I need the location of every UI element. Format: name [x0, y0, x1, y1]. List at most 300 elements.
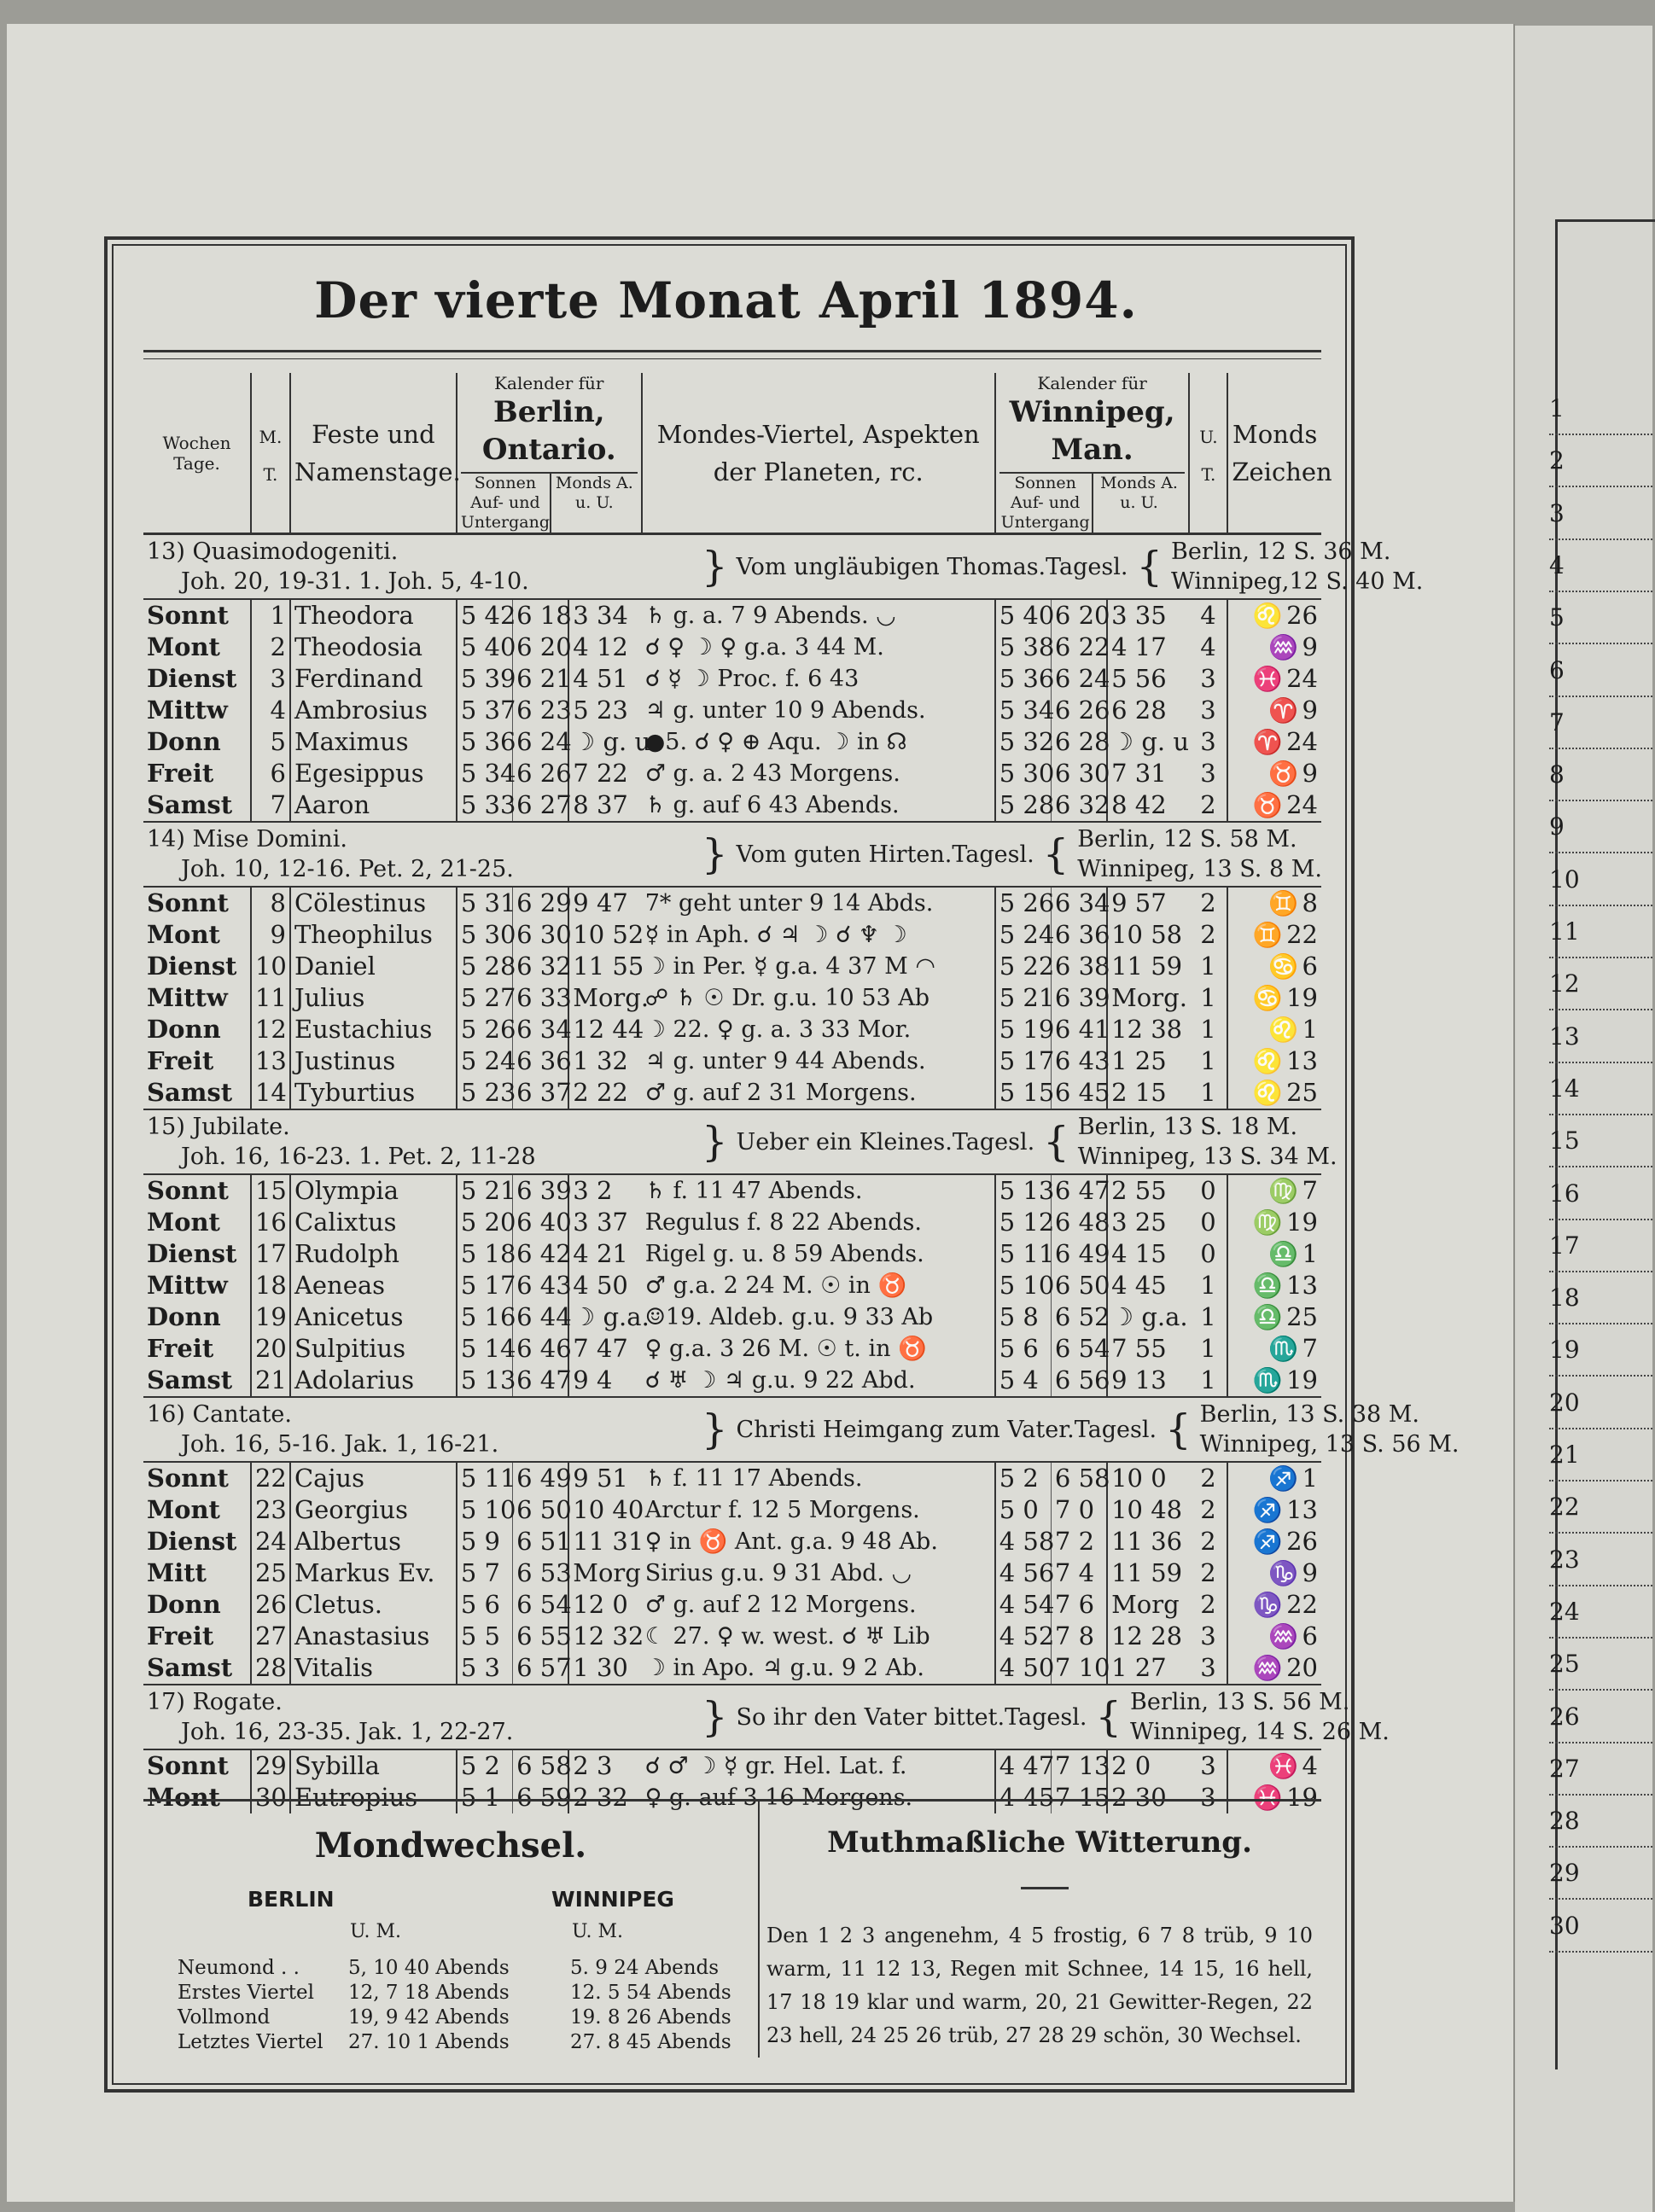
month-day: 2: [251, 632, 290, 663]
aspects: ●5. ☌ ♀ ⊕ Aqu. ☽ in ☊: [642, 726, 995, 758]
side-dotted-line: [1549, 1428, 1652, 1429]
berlin-sunset: 6 24: [513, 726, 569, 758]
moon-sign: ♑ 22: [1252, 1590, 1318, 1619]
side-day-number: 11: [1549, 917, 1580, 946]
berlin-moon: 12 32: [573, 1621, 644, 1650]
winnipeg-sunrise: 5 2: [995, 1462, 1052, 1494]
berlin-sunset: 6 34: [513, 1014, 569, 1045]
winnipeg-sunset: 6 49: [1051, 1238, 1107, 1270]
month-day: 27: [251, 1621, 290, 1652]
berlin-sunrise: 5 10: [457, 1494, 513, 1526]
feast-name: Georgius: [290, 1494, 457, 1526]
weekday: Dienst: [143, 1238, 251, 1270]
tageslaenge-winnipeg: Winnipeg, 13 S. 8 M.: [1077, 856, 1322, 882]
zodiac-sign-icon: ♊: [1268, 889, 1299, 917]
winnipeg-sunset: 6 32: [1051, 789, 1107, 822]
berlin-sunset: 6 40: [513, 1207, 569, 1238]
zodiac-sign-icon: ♓: [1252, 1784, 1283, 1812]
winnipeg-moon: 3 25: [1111, 1208, 1167, 1237]
table-row: [143, 789, 1321, 822]
side-dotted-line: [1549, 748, 1652, 749]
side-dotted-line: [1549, 1637, 1652, 1639]
zodiac-sign-icon: ♋: [1252, 984, 1283, 1012]
moon-age: 1: [1189, 1301, 1227, 1333]
berlin-sunset: 6 23: [513, 695, 569, 726]
side-dotted-line: [1549, 1898, 1652, 1900]
aspects: ☿ in Aph. ☌ ♃ ☽ ☌ ♆ ☽: [642, 919, 995, 951]
zodiac-sign-icon: ♋: [1268, 952, 1299, 981]
winnipeg-sunrise: 4 54: [995, 1589, 1052, 1621]
berlin-sunset: 6 27: [513, 789, 569, 822]
sunday-name: 13) Quasimodogeniti.: [147, 538, 399, 565]
berlin-sunrise: 5 26: [457, 1014, 513, 1045]
berlin-sunrise: 5 2: [457, 1749, 513, 1782]
brace-icon: }: [702, 543, 728, 591]
feast-name: Rudolph: [290, 1238, 457, 1270]
aspects: ♄ f. 11 17 Abends.: [642, 1462, 995, 1494]
weekday: Sonnt: [143, 1462, 251, 1494]
side-dotted-line: [1549, 852, 1652, 853]
side-day-number: 4: [1549, 550, 1565, 579]
table-row: [143, 982, 1321, 1014]
moon-sign: ♌ 26: [1252, 601, 1318, 630]
feast-name: Maximus: [290, 726, 457, 758]
winnipeg-sunset: 6 56: [1051, 1365, 1107, 1397]
berlin-sunrise: 5 33: [457, 789, 513, 822]
moon-age: 1: [1189, 1077, 1227, 1109]
moon-age: 2: [1189, 1589, 1227, 1621]
month-day: 6: [251, 758, 290, 789]
berlin-moon: 4 21: [573, 1239, 628, 1268]
zodiac-sign-icon: ♑: [1252, 1591, 1283, 1619]
berlin-moon: 9 47: [573, 888, 628, 917]
side-dotted-line: [1549, 591, 1652, 592]
winnipeg-moon: 9 13: [1111, 1365, 1167, 1394]
berlin-moon: 11 55: [573, 952, 644, 981]
side-dotted-line: [1549, 1742, 1652, 1743]
side-dotted-line: [1549, 1375, 1652, 1377]
berlin-sunset: 6 20: [513, 632, 569, 663]
winnipeg-sunset: 6 22: [1051, 632, 1107, 663]
aspects: ☌ ♅ ☽ ♃ g.u. 9 22 Abd.: [642, 1365, 995, 1397]
header-wochentage: Wochen Tage.: [143, 373, 251, 534]
winnipeg-moon: ☽ g.a.: [1111, 1302, 1188, 1331]
table-row: [143, 1462, 1321, 1494]
bottom-section: [143, 1799, 1321, 2058]
side-dotted-line: [1549, 1323, 1652, 1324]
winnipeg-moon: 4 17: [1111, 632, 1167, 661]
berlin-moon: Morg.: [573, 983, 650, 1012]
moon-phase-winnipeg: 12. 5 54 Abends: [570, 1982, 731, 2004]
side-day-number: 21: [1549, 1441, 1580, 1469]
moon-age: 1: [1189, 1045, 1227, 1077]
weekday: Samst: [143, 789, 251, 822]
berlin-sunset: 6 57: [513, 1652, 569, 1685]
tageslaenge-berlin: Berlin, 13 S. 38 M.: [1199, 1401, 1419, 1428]
moon-sign: ♉ 9: [1268, 759, 1318, 788]
berlin-sunrise: 5 9: [457, 1526, 513, 1557]
month-day: 7: [251, 789, 290, 822]
berlin-sunset: 6 43: [513, 1270, 569, 1301]
side-day-number: 19: [1549, 1336, 1580, 1365]
weekday: Mittw: [143, 1270, 251, 1301]
weekday: Dienst: [143, 663, 251, 695]
aspects: ♂ g. a. 2 43 Morgens.: [642, 758, 995, 789]
weekday: Mont: [143, 632, 251, 663]
side-day-number: 10: [1549, 864, 1580, 894]
zodiac-sign-icon: ♏: [1252, 1366, 1283, 1394]
feast-name: Theodora: [290, 599, 457, 632]
month-day: 14: [251, 1077, 290, 1109]
tageslaenge-winnipeg: Winnipeg,12 S. 40 M.: [1171, 568, 1424, 595]
tageslaenge-berlin: Berlin, 13 S. 18 M.: [1077, 1114, 1298, 1140]
berlin-moon: ☽ g.a.: [573, 1302, 650, 1331]
side-day-number: 20: [1549, 1388, 1580, 1417]
month-day: 29: [251, 1749, 290, 1782]
berlin-sunrise: 5 6: [457, 1589, 513, 1621]
winnipeg-moon: 7 55: [1111, 1334, 1167, 1363]
weekday: Mittw: [143, 982, 251, 1014]
moon-age: 1: [1189, 951, 1227, 982]
feast-name: Sulpitius: [290, 1333, 457, 1365]
winnipeg-sunset: 6 30: [1051, 758, 1107, 789]
table-row: [143, 632, 1321, 663]
berlin-sunrise: 5 18: [457, 1238, 513, 1270]
month-day: 11: [251, 982, 290, 1014]
moon-age: 2: [1189, 789, 1227, 822]
zodiac-sign-icon: ♎: [1252, 1303, 1283, 1331]
side-day-number: 8: [1549, 760, 1565, 789]
table-row: [143, 1270, 1321, 1301]
berlin-moon: 2 3: [573, 1751, 613, 1780]
table-row: [143, 599, 1321, 632]
side-dotted-line: [1549, 957, 1652, 958]
month-day: 3: [251, 663, 290, 695]
weekday: Mont: [143, 919, 251, 951]
sunday-row: [143, 822, 1321, 887]
winnipeg-moon: 2 30: [1111, 1783, 1167, 1812]
month-day: 22: [251, 1462, 290, 1494]
moon-sign: ♐ 13: [1252, 1495, 1318, 1524]
aspects: ☺19. Aldeb. g.u. 9 33 Ab: [642, 1301, 995, 1333]
feast-name: Theophilus: [290, 919, 457, 951]
berlin-sunset: 6 42: [513, 1238, 569, 1270]
berlin-sunset: 6 54: [513, 1589, 569, 1621]
winnipeg-sunrise: 5 10: [995, 1270, 1052, 1301]
moon-age: 0: [1189, 1207, 1227, 1238]
winnipeg-sunrise: 5 12: [995, 1207, 1052, 1238]
side-dotted-line: [1549, 1846, 1652, 1848]
feast-name: Julius: [290, 982, 457, 1014]
table-header: [143, 373, 1321, 534]
winnipeg-sunset: 7 2: [1051, 1526, 1107, 1557]
feast-name: Vitalis: [290, 1652, 457, 1685]
side-dotted-line: [1549, 1585, 1652, 1586]
berlin-sunrise: 5 30: [457, 919, 513, 951]
table-row: [143, 1365, 1321, 1397]
weekday: Donn: [143, 1589, 251, 1621]
winnipeg-sunrise: 5 38: [995, 632, 1052, 663]
table-row: [143, 1014, 1321, 1045]
moon-sign: ♏ 19: [1252, 1365, 1318, 1394]
winnipeg-sunset: 6 39: [1051, 982, 1107, 1014]
berlin-sunrise: 5 1: [457, 1782, 513, 1813]
berlin-moon: 4 51: [573, 664, 628, 693]
month-day: 1: [251, 599, 290, 632]
side-day-number: 24: [1549, 1597, 1580, 1626]
sunday-gospel: Christi Heimgang zum Vater.: [736, 1416, 1075, 1443]
winnipeg-moon: 10 0: [1111, 1464, 1167, 1493]
moon-sign: ♈ 24: [1252, 727, 1318, 756]
brace-icon: {: [1043, 1118, 1069, 1166]
side-day-number: 12: [1549, 969, 1580, 998]
table-row: [143, 695, 1321, 726]
feast-name: Aaron: [290, 789, 457, 822]
berlin-moon: 3 2: [573, 1176, 613, 1205]
berlin-sunrise: 5 21: [457, 1174, 513, 1207]
winnipeg-sunset: 6 41: [1051, 1014, 1107, 1045]
brace-icon: }: [702, 830, 728, 878]
side-day-number: 18: [1549, 1284, 1580, 1313]
brace-icon: {: [1042, 830, 1069, 878]
side-day-number: 22: [1549, 1493, 1580, 1522]
aspects: ☌ ☿ ☽ Proc. f. 6 43: [642, 663, 995, 695]
tageslaenge-berlin: Berlin, 12 S. 36 M.: [1171, 538, 1391, 565]
zodiac-sign-icon: ♌: [1268, 1016, 1299, 1044]
berlin-moon: 1 30: [573, 1653, 628, 1682]
sunday-readings: Joh. 16, 5-16. Jak. 1, 16-21.: [181, 1431, 499, 1458]
feast-name: Cletus.: [290, 1589, 457, 1621]
aspects: ☾ 27. ♀ w. west. ☌ ♅ Lib: [642, 1621, 995, 1652]
sunday-row: [143, 1109, 1321, 1174]
mondwechsel-berlin: BERLIN: [248, 1887, 335, 1912]
month-day: 19: [251, 1301, 290, 1333]
month-day: 13: [251, 1045, 290, 1077]
berlin-sunrise: 5 39: [457, 663, 513, 695]
moon-age: 2: [1189, 1462, 1227, 1494]
berlin-sunset: 6 55: [513, 1621, 569, 1652]
sunday-gospel: So ihr den Vater bittet.: [736, 1703, 1005, 1731]
winnipeg-sunset: 6 43: [1051, 1045, 1107, 1077]
berlin-sunset: 6 21: [513, 663, 569, 695]
winnipeg-moon: 2 0: [1111, 1751, 1151, 1780]
brace-icon: {: [1095, 1693, 1122, 1741]
berlin-moon: 10 40: [573, 1495, 644, 1524]
berlin-sunrise: 5 27: [457, 982, 513, 1014]
sunday-readings: Joh. 20, 19-31. 1. Joh. 5, 4-10.: [181, 568, 529, 595]
moon-sign: ♊ 22: [1252, 920, 1318, 949]
feast-name: Eutropius: [290, 1782, 457, 1813]
moon-age: 2: [1189, 1526, 1227, 1557]
tageslaenge-label: Tagesl.: [1005, 1703, 1087, 1731]
side-dotted-line: [1549, 1480, 1652, 1481]
tageslaenge-label: Tagesl.: [1074, 1416, 1157, 1443]
winnipeg-sunrise: 5 13: [995, 1174, 1052, 1207]
winnipeg-sunrise: 5 19: [995, 1014, 1052, 1045]
aspects: ♀ g. auf 3 16 Morgens.: [642, 1782, 995, 1813]
moon-sign: ♑ 9: [1268, 1558, 1318, 1587]
berlin-sunrise: 5 16: [457, 1301, 513, 1333]
aspects: ♃ g. unter 9 44 Abends.: [642, 1045, 995, 1077]
feast-name: Olympia: [290, 1174, 457, 1207]
winnipeg-sunset: 7 0: [1051, 1494, 1107, 1526]
side-day-number: 13: [1549, 1022, 1580, 1051]
feast-name: Tyburtius: [290, 1077, 457, 1109]
weekday: Mont: [143, 1494, 251, 1526]
winnipeg-moon: 8 42: [1111, 790, 1167, 819]
moon-sign: ♏ 7: [1268, 1334, 1318, 1363]
aspects: 7* geht unter 9 14 Abds.: [642, 887, 995, 919]
aspects: ♂ g. auf 2 12 Morgens.: [642, 1589, 995, 1621]
zodiac-sign-icon: ♏: [1268, 1335, 1299, 1363]
mondwechsel-um-berlin: U. M.: [350, 1921, 402, 1942]
tageslaenge-label: Tagesl.: [952, 1128, 1035, 1155]
header-mt: M. T.: [251, 373, 290, 534]
weekday: Donn: [143, 1301, 251, 1333]
aspects: Rigel g. u. 8 59 Abends.: [642, 1238, 995, 1270]
winnipeg-moon: 4 15: [1111, 1239, 1167, 1268]
berlin-moon: 1 32: [573, 1046, 628, 1075]
brace-icon: }: [702, 1406, 728, 1453]
berlin-moon: 8 37: [573, 790, 628, 819]
winnipeg-moon: 7 31: [1111, 759, 1167, 788]
moon-phase-berlin: 27. 10 1 Abends: [348, 2031, 510, 2053]
weekday: Samst: [143, 1652, 251, 1685]
winnipeg-moon: ☽ g. u: [1111, 727, 1190, 756]
month-day: 23: [251, 1494, 290, 1526]
header-feste: Feste und Namenstage.: [290, 373, 457, 534]
moon-age: 1: [1189, 1333, 1227, 1365]
winnipeg-moon: Morg: [1111, 1590, 1180, 1619]
tageslaenge-winnipeg: Winnipeg, 13 S. 34 M.: [1077, 1144, 1337, 1170]
winnipeg-sunrise: 4 52: [995, 1621, 1052, 1652]
moon-age: 1: [1189, 982, 1227, 1014]
moon-sign: ♎ 1: [1268, 1239, 1318, 1268]
feast-name: Aeneas: [290, 1270, 457, 1301]
berlin-sunrise: 5 3: [457, 1652, 513, 1685]
moon-sign: ♓ 19: [1252, 1783, 1318, 1812]
zodiac-sign-icon: ♎: [1268, 1240, 1299, 1268]
zodiac-sign-icon: ♍: [1268, 1177, 1299, 1205]
berlin-moon: Morg: [573, 1558, 641, 1587]
side-day-number: 25: [1549, 1650, 1580, 1679]
table-row: [143, 1494, 1321, 1526]
winnipeg-sunrise: 5 24: [995, 919, 1052, 951]
berlin-sunrise: 5 31: [457, 887, 513, 919]
calendar-table: [143, 373, 1460, 1813]
winnipeg-sunrise: 5 36: [995, 663, 1052, 695]
moon-age: 2: [1189, 887, 1227, 919]
moon-sign: ♐ 26: [1252, 1527, 1318, 1556]
side-dotted-line: [1549, 905, 1652, 906]
berlin-sunset: 6 50: [513, 1494, 569, 1526]
table-row: [143, 1301, 1321, 1333]
weekday: Mont: [143, 1207, 251, 1238]
winnipeg-moon: Morg.: [1111, 983, 1187, 1012]
sunday-readings: Joh. 16, 23-35. Jak. 1, 22-27.: [181, 1719, 514, 1745]
sunday-readings: Joh. 10, 12-16. Pet. 2, 21-25.: [181, 856, 514, 882]
header-zeichen: Monds Zeichen: [1232, 419, 1332, 486]
page-title: Der vierte Monat April 1894.: [314, 271, 1138, 329]
sunday-name: 15) Jubilate.: [147, 1114, 290, 1140]
moon-age: 1: [1189, 1365, 1227, 1397]
winnipeg-moon: 5 56: [1111, 664, 1167, 693]
zodiac-sign-icon: ♌: [1252, 1079, 1283, 1107]
header-berlin: Kalender für Berlin, Ontario. Sonnen Auf- und Untergang Monds A. u. U.: [457, 373, 642, 534]
month-day: 15: [251, 1174, 290, 1207]
feast-name: Theodosia: [290, 632, 457, 663]
weekday: Donn: [143, 1014, 251, 1045]
berlin-sunrise: 5 37: [457, 695, 513, 726]
berlin-sunrise: 5 17: [457, 1270, 513, 1301]
winnipeg-sunset: 6 48: [1051, 1207, 1107, 1238]
moon-phase-name: Neumond . .: [178, 1957, 300, 1979]
berlin-moon: 7 47: [573, 1334, 628, 1363]
zodiac-sign-icon: ♑: [1268, 1559, 1299, 1587]
zodiac-sign-icon: ♐: [1252, 1496, 1283, 1524]
table-row: [143, 1589, 1321, 1621]
berlin-sunset: 6 46: [513, 1333, 569, 1365]
weekday: Sonnt: [143, 1174, 251, 1207]
winnipeg-sunrise: 5 26: [995, 887, 1052, 919]
berlin-sunset: 6 26: [513, 758, 569, 789]
feast-name: Markus Ev.: [290, 1557, 457, 1589]
side-dotted-line: [1549, 1219, 1652, 1220]
side-dotted-line: [1549, 1271, 1652, 1272]
zodiac-sign-icon: ♐: [1268, 1464, 1299, 1493]
winnipeg-sunrise: 5 40: [995, 599, 1052, 632]
moon-phase-winnipeg: 27. 8 45 Abends: [570, 2031, 731, 2053]
side-day-number: 29: [1549, 1859, 1580, 1888]
mondwechsel-um-winnipeg: U. M.: [572, 1921, 624, 1942]
berlin-sunset: 6 58: [513, 1749, 569, 1782]
aspects: ♄ f. 11 47 Abends.: [642, 1174, 995, 1207]
winnipeg-sunrise: 4 50: [995, 1652, 1052, 1685]
sunday-row: [143, 534, 1321, 600]
berlin-sunset: 6 47: [513, 1365, 569, 1397]
aspects: Arctur f. 12 5 Morgens.: [642, 1494, 995, 1526]
side-dotted-line: [1549, 434, 1652, 435]
weekday: Sonnt: [143, 887, 251, 919]
table-row: [143, 1077, 1321, 1109]
winnipeg-sunset: 6 26: [1051, 695, 1107, 726]
side-day-number: 14: [1549, 1074, 1580, 1103]
zodiac-sign-icon: ♈: [1252, 728, 1283, 756]
moon-phase-berlin: 19, 9 42 Abends: [348, 2006, 510, 2029]
winnipeg-sunrise: 4 58: [995, 1526, 1052, 1557]
aspects: ☽ in Per. ☿ g.a. 4 37 M ◠: [642, 951, 995, 982]
winnipeg-sunrise: 5 28: [995, 789, 1052, 822]
moon-sign: ♒ 9: [1268, 632, 1318, 661]
side-day-number: 2: [1549, 446, 1565, 475]
winnipeg-sunset: 6 47: [1051, 1174, 1107, 1207]
feast-name: Ambrosius: [290, 695, 457, 726]
moon-sign: ♐ 1: [1268, 1464, 1318, 1493]
winnipeg-moon: 11 36: [1111, 1527, 1183, 1556]
month-day: 8: [251, 887, 290, 919]
berlin-moon: 3 37: [573, 1208, 628, 1237]
witterung-text: Den 1 2 3 angenehm, 4 5 frostig, 6 7 8 trüb, 9 10 warm, 11 12 13, Regen mit Schnee, 14 15, 16 hell, 17 18 19 klar und warm, 20, 21 Gewitter-Regen, 22 23 hell, 24 25 26 trüb, 27 28 29 schön, 30 Wechsel.: [766, 1924, 1313, 2047]
side-day-number: 30: [1549, 1911, 1580, 1940]
winnipeg-sunrise: 5 15: [995, 1077, 1052, 1109]
feast-name: Eustachius: [290, 1014, 457, 1045]
berlin-sunset: 6 33: [513, 982, 569, 1014]
mondwechsel-title: Mondwechsel.: [314, 1825, 587, 1866]
berlin-moon: 2 32: [573, 1783, 628, 1812]
berlin-sunrise: 5 20: [457, 1207, 513, 1238]
moon-sign: ♋ 6: [1268, 952, 1318, 981]
winnipeg-moon: 1 25: [1111, 1046, 1167, 1075]
